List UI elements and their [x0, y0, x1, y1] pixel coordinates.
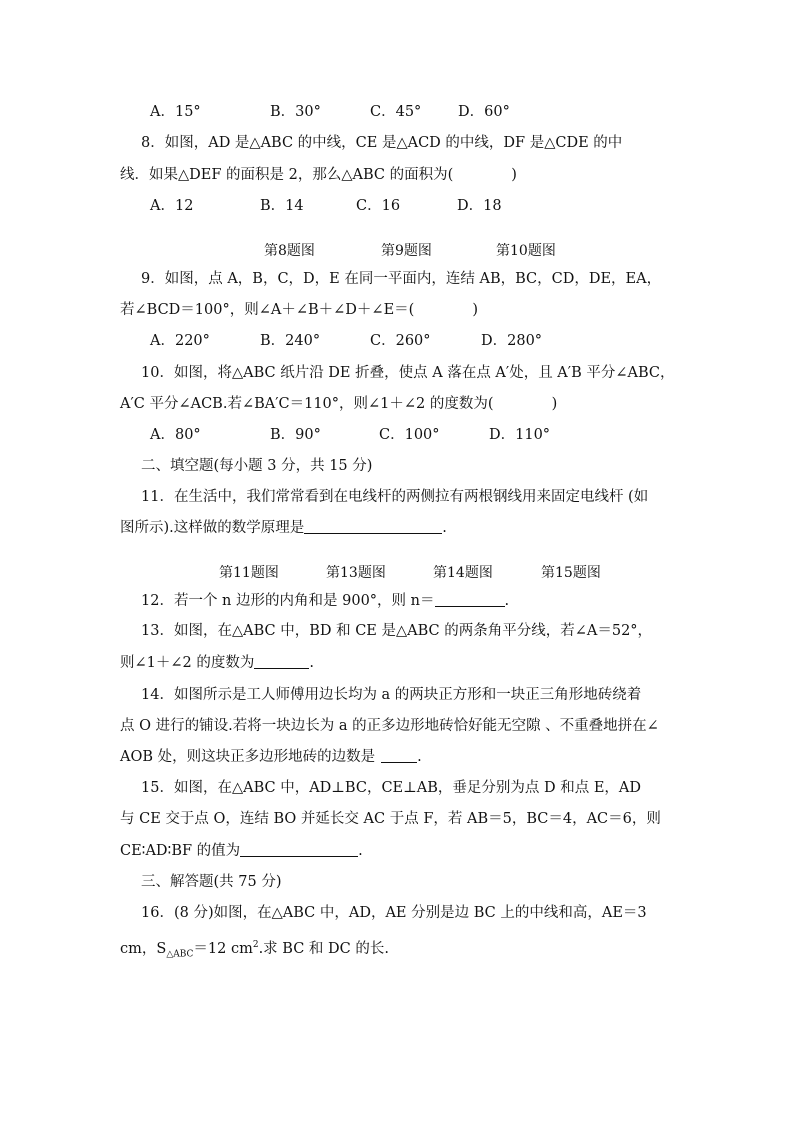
section-fill-in-heading: 二、填空题(每小题 3 分，共 15 分): [141, 458, 373, 474]
q8-stem-text: 线．如果△DEF 的面积是 2，那么△ABC 的面积为(: [120, 167, 454, 183]
q10-option-c: C．100°: [379, 427, 440, 443]
q10-options: [150, 424, 710, 446]
q15-stem-line2: 与 CE 交于点 O，连结 BO 并延长交 AC 于点 F，若 AB＝5，BC＝4，AC＝6，则: [120, 811, 661, 827]
q9-stem-text: 若∠BCD＝100°，则∠A＋∠B＋∠D＋∠E＝(: [120, 302, 415, 318]
caption-fig11: 第11题图: [219, 565, 279, 581]
q10-option-d: D．110°: [489, 427, 551, 443]
q8-option-b: B．14: [260, 198, 304, 214]
q14-period: .: [417, 749, 422, 765]
q9-stem-line1: 9．如图，点 A，B，C，D，E 在同一平面内，连结 AB，BC，CD，DE，EA，: [141, 271, 662, 287]
q8-option-c: C．16: [356, 198, 401, 214]
q11-stem-text: 图所示).这样做的数学原理是: [120, 520, 305, 536]
caption-fig13: 第13题图: [326, 565, 386, 581]
caption-fig14: 第14题图: [433, 565, 493, 581]
q14-stem-text: AOB 处，则这块正多边形地砖的边数是: [120, 749, 376, 765]
q10-stem-text: A′C 平分∠ACB.若∠BA′C＝110°，则∠1＋∠2 的度数为(: [120, 396, 494, 412]
q12-stem-text: 12．若一个 n 边形的内角和是 900°，则 n＝: [141, 593, 435, 609]
q7-option-d: D．60°: [458, 104, 510, 120]
q16-stem-line2: [120, 934, 389, 966]
q9-close-paren: ): [472, 302, 478, 318]
q9-option-b: B．240°: [260, 333, 321, 349]
q15-stem-line1: 15．如图，在△ABC 中，AD⊥BC，CE⊥AB，垂足分别为点 D 和点 E，AD: [141, 780, 642, 796]
q8-options: [150, 195, 710, 217]
q16-text-a: cm，S: [120, 940, 167, 957]
q13-stem-line1: 13．如图，在△ABC 中，BD 和 CE 是△ABC 的两条角平分线，若∠A＝52°，: [141, 623, 653, 639]
q13-answer-blank: [254, 652, 309, 669]
q7-options: [150, 101, 710, 123]
q14-stem-line1: 14．如图所示是工人师傅用边长均为 a 的两块正方形和一块正三角形地砖绕着: [141, 687, 642, 703]
q9-option-d: D．280°: [481, 333, 543, 349]
q14-answer-blank: [381, 746, 417, 763]
q8-option-a: A．12: [150, 198, 194, 214]
q16-text-b: ＝12 cm: [193, 940, 253, 957]
q14-stem-line3: [120, 746, 422, 768]
caption-fig9: 第9题图: [381, 243, 432, 259]
q15-answer-blank: [240, 840, 358, 857]
q8-stem-line1: 8．如图，AD 是△ABC 的中线，CE 是△ACD 的中线，DF 是△CDE 的中: [141, 135, 623, 151]
q15-period: .: [358, 843, 363, 859]
caption-fig8: 第8题图: [264, 243, 315, 259]
q9-option-c: C．260°: [370, 333, 431, 349]
q10-stem-line1: 10．如图，将△ABC 纸片沿 DE 折叠，使点 A 落在点 A′处，且 A′B 平分∠ABC，: [141, 365, 675, 381]
q15-stem-text: CE∶AD∶BF 的值为: [120, 843, 241, 859]
q10-option-b: B．90°: [270, 427, 321, 443]
q8-option-d: D．18: [457, 198, 502, 214]
q13-stem-text: 则∠1＋∠2 的度数为: [120, 655, 255, 671]
q8-close-paren: ): [511, 167, 517, 183]
q10-close-paren: ): [551, 396, 558, 412]
q12-answer-blank: [435, 590, 505, 607]
figure-captions-row1: [264, 240, 794, 262]
q16-text-c: .求 BC 和 DC 的长.: [258, 940, 389, 957]
section-solution-heading: 三、解答题(共 75 分): [141, 874, 282, 890]
q7-option-b: B．30°: [270, 104, 321, 120]
q11-stem-line1: 11．在生活中，我们常常看到在电线杆的两侧拉有两根钢线用来固定电线杆 (如: [141, 489, 649, 505]
q11-stem-line2: [120, 517, 447, 539]
q14-stem-line2: 点 O 进行的铺设.若将一块边长为 a 的正多边形地砖恰好能无空隙 、不重叠地拼在∠: [120, 718, 659, 734]
q9-option-a: A．220°: [150, 333, 210, 349]
figure-captions-row2: [219, 562, 779, 584]
q11-period: .: [442, 520, 447, 536]
q11-answer-blank: [304, 517, 442, 534]
q16-stem-line1: 16．(8 分)如图，在△ABC 中，AD，AE 分别是边 BC 上的中线和高，AE＝3: [141, 905, 647, 921]
q15-stem-line3: [120, 840, 363, 862]
q16-unit-superscript: 2: [252, 940, 259, 950]
q9-options: [150, 330, 710, 352]
q8-stem-line2: [120, 164, 517, 186]
caption-fig15: 第15题图: [541, 565, 601, 581]
q9-stem-line2: [120, 299, 478, 321]
q7-option-a: A．15°: [150, 104, 201, 120]
q13-stem-line2: [120, 652, 314, 674]
caption-fig10: 第10题图: [496, 243, 556, 259]
q10-option-a: A．80°: [150, 427, 201, 443]
q12-period: .: [504, 593, 510, 609]
q16-area-subscript: △ABC: [166, 949, 194, 960]
q10-stem-line2: [120, 393, 557, 415]
q13-period: .: [309, 655, 314, 671]
q12-stem: [141, 590, 509, 612]
q7-option-c: C．45°: [370, 104, 422, 120]
